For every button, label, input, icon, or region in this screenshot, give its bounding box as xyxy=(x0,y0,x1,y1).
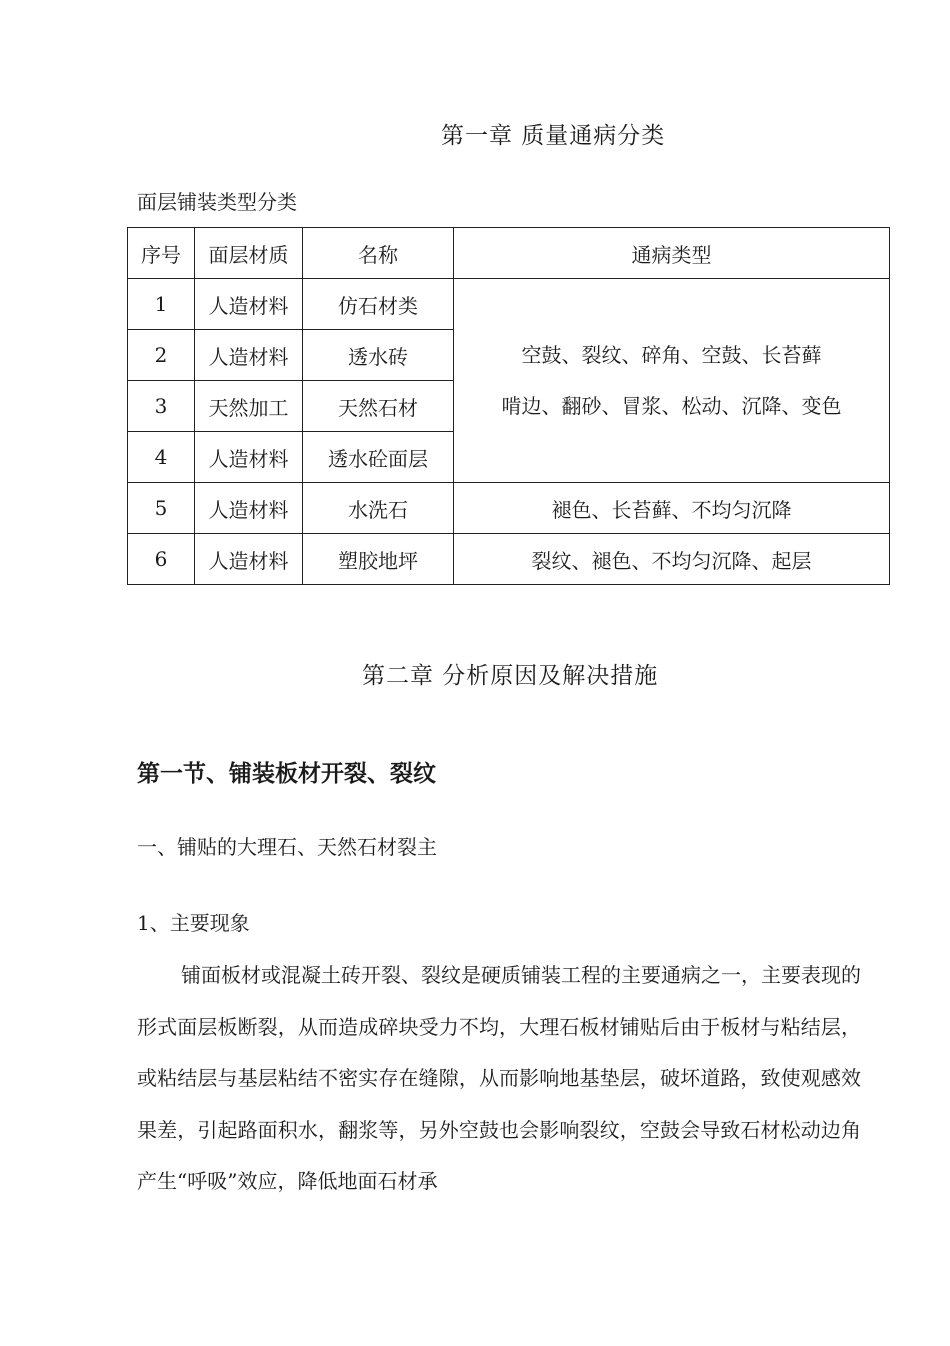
cell-material: 人造材料 xyxy=(195,432,303,483)
cell-name: 透水砼面层 xyxy=(303,432,454,483)
cell-material: 人造材料 xyxy=(195,330,303,381)
table-header-row xyxy=(128,228,890,279)
header-cell-name: 名称 xyxy=(303,228,454,279)
item-1-heading: 1、主要现象 xyxy=(137,911,250,935)
cell-material: 人造材料 xyxy=(195,279,303,330)
header-cell-issue-type: 通病类型 xyxy=(454,228,890,279)
cell-no: 4 xyxy=(128,432,195,483)
cell-material: 人造材料 xyxy=(195,534,303,585)
table-caption: 面层铺装类型分类 xyxy=(137,190,297,214)
cell-issue: 裂纹、褪色、不均匀沉降、起层 xyxy=(454,534,890,585)
table-row xyxy=(128,483,890,534)
cell-no: 3 xyxy=(128,381,195,432)
merged-issue-line-1: 空鼓、裂纹、碎角、空鼓、长苔藓 xyxy=(521,342,822,367)
cell-issue-merged xyxy=(454,279,890,483)
header-cell-no: 序号 xyxy=(128,228,195,279)
defect-classification-table xyxy=(127,227,890,585)
cell-material: 天然加工 xyxy=(195,381,303,432)
cell-name: 透水砖 xyxy=(303,330,454,381)
cell-material: 人造材料 xyxy=(195,483,303,534)
cell-name: 仿石材类 xyxy=(303,279,454,330)
merged-issue-line-2: 啃边、翻砂、冒浆、松动、沉降、变色 xyxy=(501,393,842,418)
table-row xyxy=(128,279,890,330)
table-row xyxy=(128,534,890,585)
cell-no: 5 xyxy=(128,483,195,534)
chapter-1-title: 第一章 质量通病分类 xyxy=(441,123,666,149)
cell-name: 天然石材 xyxy=(303,381,454,432)
cell-name: 塑胶地坪 xyxy=(303,534,454,585)
header-cell-material: 面层材质 xyxy=(195,228,303,279)
chapter-2-title: 第二章 分析原因及解决措施 xyxy=(362,663,659,689)
section-1-title: 第一节、铺装板材开裂、裂纹 xyxy=(137,761,436,787)
cell-name: 水洗石 xyxy=(303,483,454,534)
cell-no: 2 xyxy=(128,330,195,381)
section-1-subtitle: 一、铺贴的大理石、天然石材裂主 xyxy=(137,835,437,859)
body-paragraph: 铺面板材或混凝土砖开裂、裂纹是硬质铺装工程的主要通病之一，主要表现的形式面层板断裂，从而造成碎块受力不均，大理石板材铺贴后由于板材与粘结层，或粘结层与基层粘结不密实存在缝隙，从而影响地基垫层，破坏道路，致使观感效果差，引起路面积水，翻浆等，另外空鼓也会影响裂纹，空鼓会导致石材松动边角产生“呼吸”效应，降低地面石材承 xyxy=(137,963,861,1193)
cell-no: 1 xyxy=(128,279,195,330)
cell-issue: 褪色、长苔藓、不均匀沉降 xyxy=(454,483,890,534)
cell-no: 6 xyxy=(128,534,195,585)
